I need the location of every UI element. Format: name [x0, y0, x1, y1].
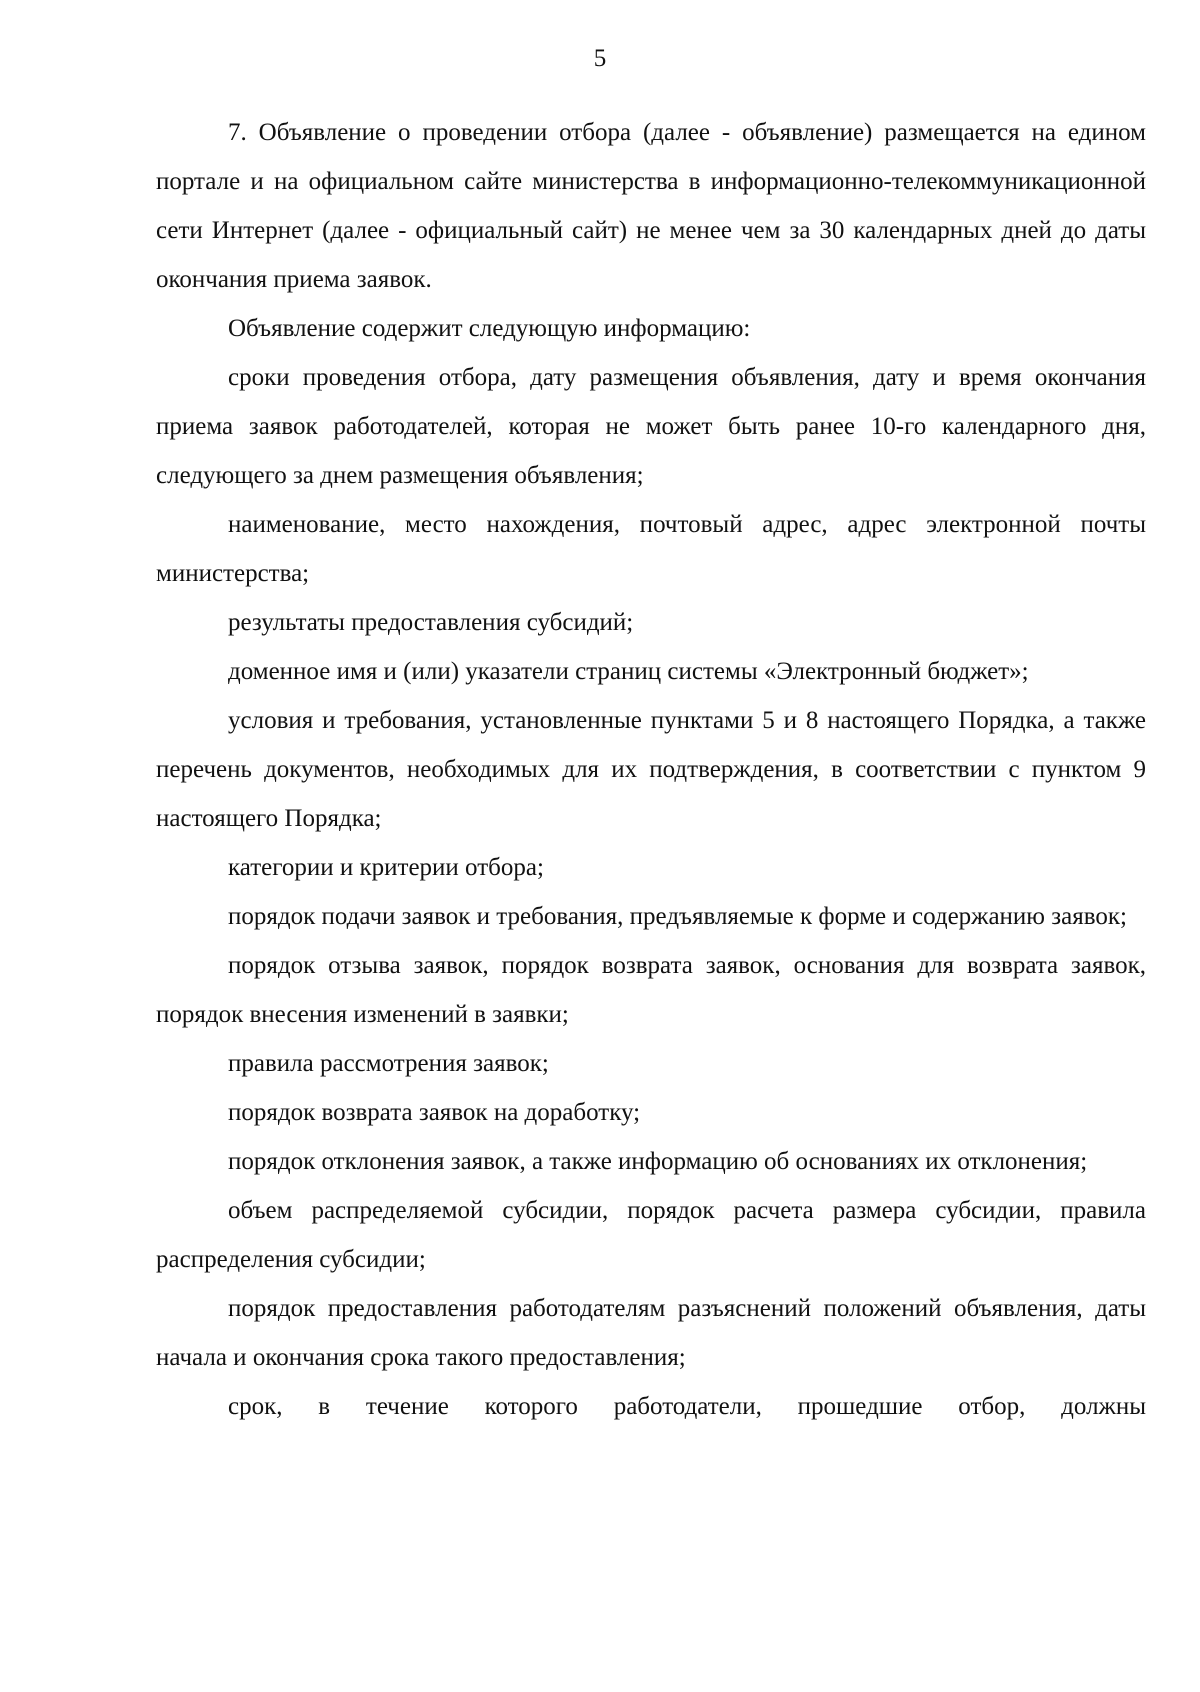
document-body: [156, 108, 1146, 1431]
paragraph: правила рассмотрения заявок;: [228, 1050, 549, 1077]
paragraph: порядок предоставления работодателям разъяснений положений объявления, даты начала и окончания срока такого предоставления;: [156, 1295, 1146, 1371]
paragraph: срок, в течение которого работодатели, прошедшие отбор, должны: [228, 1393, 1146, 1420]
paragraph: наименование, место нахождения, почтовый адрес, адрес электронной почты министерства;: [156, 511, 1146, 587]
paragraph: порядок отзыва заявок, порядок возврата заявок, основания для возврата заявок, порядок внесения изменений в заявки;: [156, 952, 1146, 1028]
page-number: 5: [593, 45, 607, 72]
paragraph: условия и требования, установленные пунктами 5 и 8 настоящего Порядка, а также перечень документов, необходимых для их подтверждения, в соответствии с пунктом 9 настоящего Порядка;: [156, 707, 1146, 832]
paragraph: порядок возврата заявок на доработку;: [228, 1099, 641, 1126]
paragraph: порядок отклонения заявок, а также информацию об основаниях их отклонения;: [228, 1148, 1088, 1175]
paragraph: Объявление содержит следующую информацию:: [228, 315, 751, 342]
paragraph: результаты предоставления субсидий;: [228, 609, 634, 636]
paragraph: доменное имя и (или) указатели страниц системы «Электронный бюджет»;: [228, 658, 1029, 685]
paragraph: 7. Объявление о проведении отбора (далее - объявление) размещается на едином портале и на официальном сайте министерства в информационно-телекоммуникационной сети Интернет (далее - официальный сайт) не менее чем за 30 календарных дней до даты окончания приема заявок.: [156, 119, 1146, 293]
paragraph: категории и критерии отбора;: [228, 854, 544, 881]
paragraph: порядок подачи заявок и требования, предъявляемые к форме и содержанию заявок;: [228, 903, 1127, 930]
paragraph: сроки проведения отбора, дату размещения объявления, дату и время окончания приема заявок работодателей, которая не может быть ранее 10-го календарного дня, следующего за днем размещения объявления;: [156, 364, 1146, 489]
paragraph: объем распределяемой субсидии, порядок расчета размера субсидии, правила распределения субсидии;: [156, 1197, 1146, 1273]
